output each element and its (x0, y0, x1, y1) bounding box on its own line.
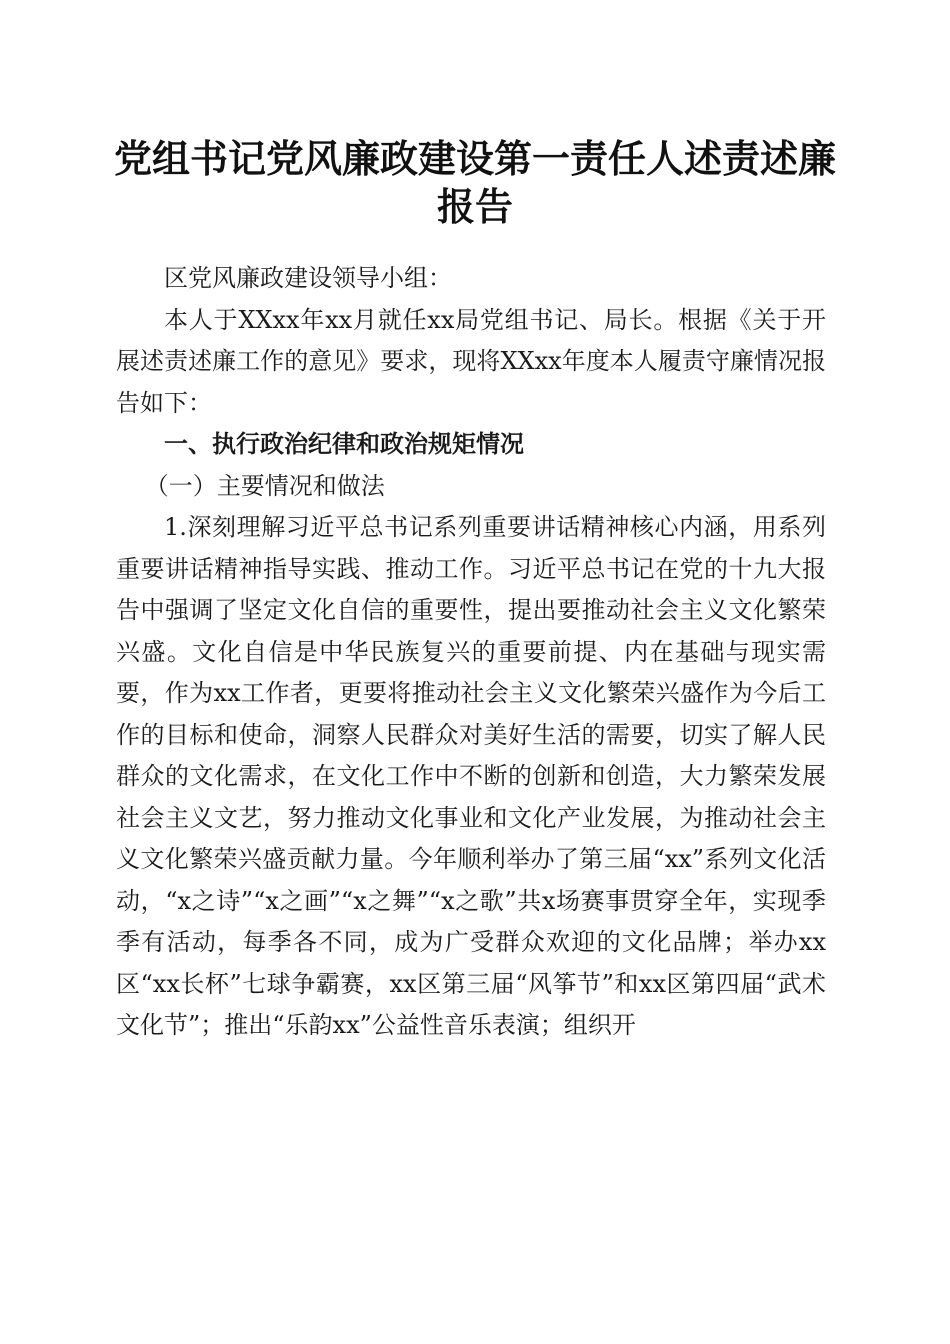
document-body (116, 258, 826, 1047)
document-title: 党组书记党风廉政建设第一责任人述责述廉报告 (113, 136, 836, 229)
intro-paragraph: 本人于XXxx年xx月就任xx局党组书记、局长。根据《关于开展述责述廉工作的意见》要求，现将XXxx年度本人履责守廉情况报告如下： (116, 305, 826, 417)
section-heading: 一、执行政治纪律和政治规矩情况 (164, 430, 524, 458)
subsection-heading: （一）主要情况和做法 (144, 471, 385, 500)
body-paragraph: 1.深刻理解习近平总书记系列重要讲话精神核心内涵，用系列重要讲话精神指导实践、推动工作。习近平总书记在党的十九大报告中强调了坚定文化自信的重要性，提出要推动社会主义文化繁荣兴盛。文化自信是中华民族复兴的重要前提、内在基础与现实需要，作为xx工作者，更要将推动社会主义文化繁荣兴盛作为今后工作的目标和使命，洞察人民群众对美好生活的需要，切实了解人民群众的文化需求，在文化工作中不断的创新和创造，大力繁荣发展社会主义文艺，努力推动文化事业和文化产业发展，为推动社会主义文化繁荣兴盛贡献力量。今年顺利举办了第三届“xx”系列文化活动，“x之诗”“x之画”“x之舞”“x之歌”共x场赛事贯穿全年，实现季季有活动，每季各不同，成为广受群众欢迎的文化品牌；举办xx区“xx长杯”七球争霸赛，xx区第三届“风筝节”和xx区第四届“武术文化节”；推出“乐韵xx”公益性音乐表演；组织开 (116, 513, 826, 1039)
salutation: 区党风廉政建设领导小组： (164, 264, 452, 292)
